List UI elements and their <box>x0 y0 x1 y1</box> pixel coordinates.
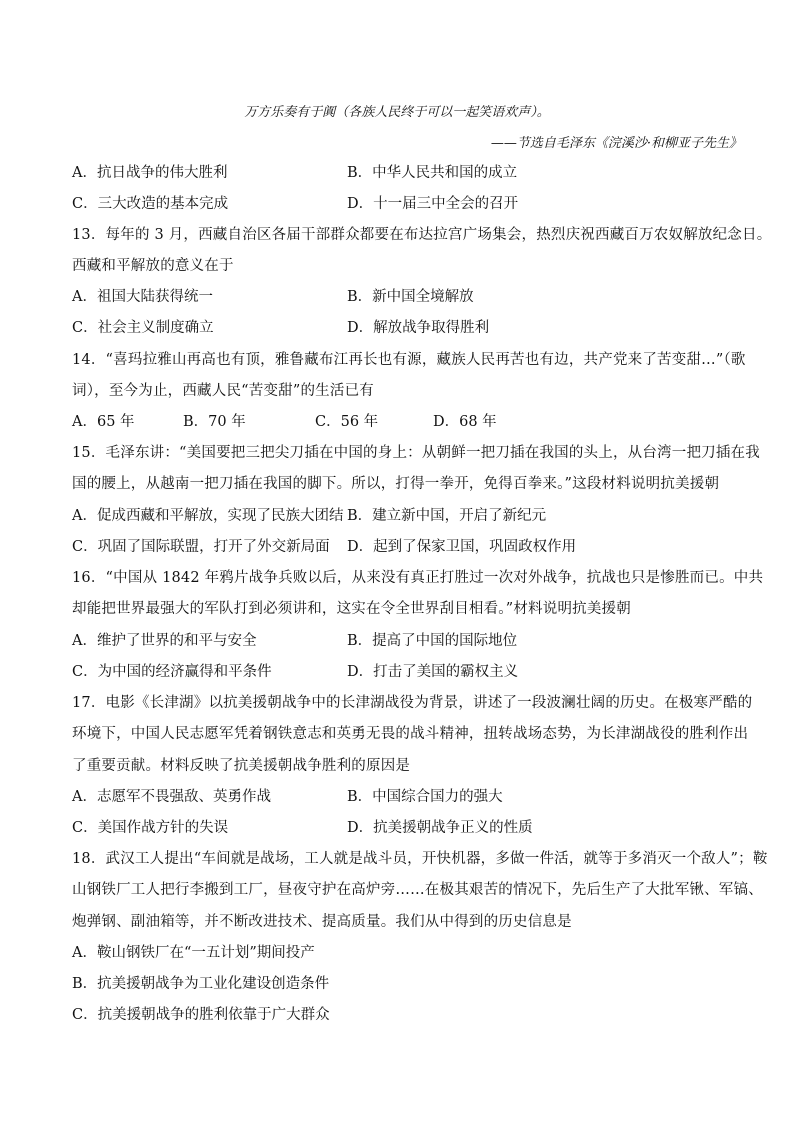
q13-stem-line-1: 13．每年的 3 月，西藏自治区各届干部群众都要在布达拉宫广场集会，热烈庆祝西藏百万农奴解放纪念日。 <box>72 227 772 243</box>
q14-stem-line-2: 词），至今为止，西藏人民“苦变甜”的生活已有 <box>72 383 374 399</box>
q16-option-c: C．为中国的经济赢得和平条件 <box>72 664 272 680</box>
q13-option-d: D．解放战争取得胜利 <box>347 320 490 336</box>
q18-stem-line-3: 炮弹钢、副油箱等，并不断改进技术、提高质量。我们从中得到的历史信息是 <box>72 914 572 930</box>
q13-stem-line-2: 西藏和平解放的意义在于 <box>72 258 234 274</box>
q13-option-b: B．新中国全境解放 <box>347 289 474 305</box>
q16-option-a: A．维护了世界的和平与安全 <box>72 633 257 649</box>
q18-option-a: A．鞍山钢铁厂在“一五计划”期间投产 <box>72 945 315 961</box>
q18-stem-line-1: 18．武汉工人提出“车间就是战场，工人就是战斗员，开快机器，多做一件活，就等于多消灭一个敌人”；鞍 <box>72 851 768 867</box>
q13-option-c: C．社会主义制度确立 <box>72 320 214 336</box>
q12-option-a: A．抗日战争的伟大胜利 <box>72 165 228 181</box>
q17-option-a: A．志愿军不畏强敌、英勇作战 <box>72 789 271 805</box>
q14-option-c: C．56 年 <box>315 414 379 430</box>
q14-option-a: A．65 年 <box>72 414 135 430</box>
q14-stem-line-1: 14．“喜玛拉雅山再高也有顶，雅鲁藏布江再长也有源，藏族人民再苦也有边，共产党来了苦变甜…”（歌 <box>72 352 746 368</box>
q12-option-d: D．十一届三中全会的召开 <box>347 196 519 212</box>
poem-source: ——节选自毛泽东《浣溪沙·和柳亚子先生》 <box>490 136 742 151</box>
q16-stem-line-2: 却能把世界最强大的军队打到必须讲和，这实在令全世界刮目相看。”材料说明抗美援朝 <box>72 601 631 617</box>
q18-option-b: B．抗美援朝战争为工业化建设创造条件 <box>72 976 330 992</box>
q17-stem-line-1: 17．电影《长津湖》以抗美援朝战争中的长津湖战役为背景，讲述了一段波澜壮阔的历史。在极寒严酷的 <box>72 695 753 711</box>
q18-stem-line-2: 山钢铁厂工人把行李搬到工厂，昼夜守护在高炉旁……在极其艰苦的情况下，先后生产了大批军锹、军镐、 <box>72 882 763 898</box>
q15-option-a: A．促成西藏和平解放，实现了民族大团结 <box>72 508 344 524</box>
q15-option-c: C．巩固了国际联盟，打开了外交新局面 <box>72 539 330 555</box>
q17-stem-line-3: 了重要贡献。材料反映了抗美援朝战争胜利的原因是 <box>72 758 411 774</box>
q17-stem-line-2: 环境下，中国人民志愿军凭着钢铁意志和英勇无畏的战斗精神，扭转战场态势，为长津湖战役的胜利作出 <box>72 726 749 742</box>
q15-stem-line-1: 15．毛泽东讲：“美国要把三把尖刀插在中国的身上：从朝鲜一把刀插在我国的头上，从台湾一把刀插在我 <box>72 445 760 461</box>
q14-option-b: B．70 年 <box>183 414 246 430</box>
q16-option-d: D．打击了美国的霸权主义 <box>347 664 519 680</box>
q18-option-c: C．抗美援朝战争的胜利依靠于广大群众 <box>72 1007 330 1023</box>
q13-option-a: A．祖国大陆获得统一 <box>72 289 213 305</box>
q15-stem-line-2: 国的腰上，从越南一把刀插在我国的脚下。所以，打得一拳开，免得百拳来。”这段材料说明抗美援朝 <box>72 476 720 492</box>
q16-stem-line-1: 16．“中国从 1842 年鸦片战争兵败以后，从来没有真正打胜过一次对外战争，抗战也只是惨胜而已。中共 <box>72 570 764 586</box>
q15-option-b: B．建立新中国，开启了新纪元 <box>347 508 547 524</box>
poem-line: 万方乐奏有于阗（各族人民终于可以一起笑语欢声）。 <box>244 105 550 120</box>
q15-option-d: D．起到了保家卫国，巩固政权作用 <box>347 539 577 555</box>
q12-option-c: C．三大改造的基本完成 <box>72 196 229 212</box>
q17-option-c: C．美国作战方针的失误 <box>72 820 229 836</box>
q14-option-d: D．68 年 <box>433 414 497 430</box>
q16-option-b: B．提高了中国的国际地位 <box>347 633 518 649</box>
q17-option-d: D．抗美援朝战争正义的性质 <box>347 820 533 836</box>
q12-option-b: B．中华人民共和国的成立 <box>347 165 518 181</box>
q17-option-b: B．中国综合国力的强大 <box>347 789 503 805</box>
